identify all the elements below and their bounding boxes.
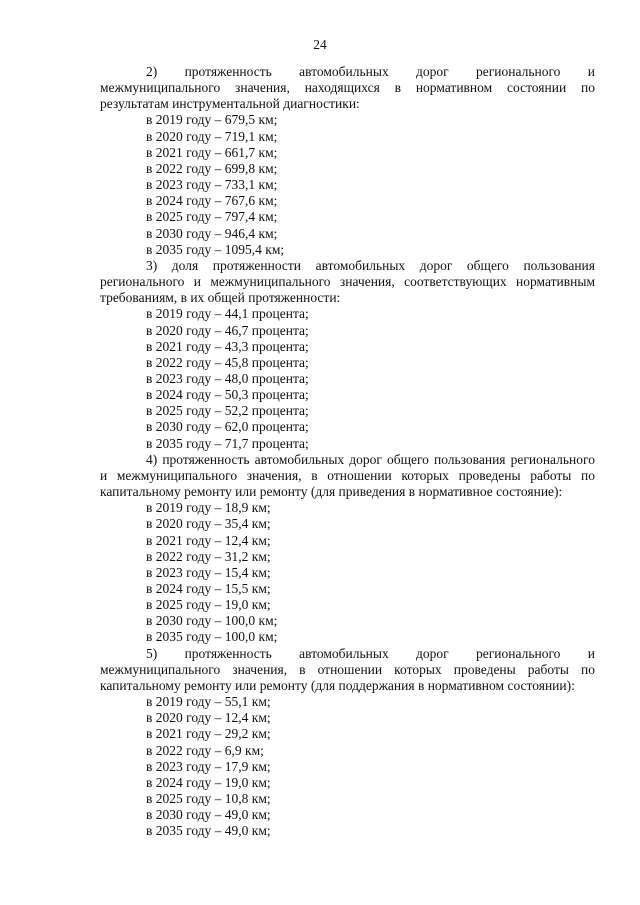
list-item: в 2035 году – 1095,4 км; bbox=[146, 241, 285, 257]
list-item: в 2019 году – 679,5 км; bbox=[146, 112, 278, 128]
section-4-list bbox=[100, 500, 595, 645]
page-number: 24 bbox=[313, 37, 327, 52]
list-item: в 2030 году – 49,0 км; bbox=[146, 807, 271, 823]
list-item: в 2022 году – 6,9 км; bbox=[146, 742, 264, 758]
list-item: в 2021 году – 29,2 км; bbox=[146, 726, 271, 742]
list-item: в 2020 году – 35,4 км; bbox=[146, 516, 271, 532]
list-item: в 2023 году – 733,1 км; bbox=[146, 177, 278, 193]
list-item: в 2025 году – 52,2 процента; bbox=[146, 403, 309, 419]
list-item: в 2021 году – 12,4 км; bbox=[146, 532, 271, 548]
list-item: в 2019 году – 18,9 км; bbox=[146, 500, 271, 516]
list-item: в 2022 году – 31,2 км; bbox=[146, 548, 271, 564]
list-item: в 2024 году – 50,3 процента; bbox=[146, 387, 309, 403]
list-item: в 2035 году – 100,0 км; bbox=[146, 629, 278, 645]
list-item: в 2020 году – 46,7 процента; bbox=[146, 322, 309, 338]
list-item: в 2023 году – 17,9 км; bbox=[146, 758, 271, 774]
section-2-list bbox=[100, 112, 595, 257]
section-3-heading: 3) доля протяженности автомобильных дорог общего пользования регионального и межмуниципального значения, соответствующих нормативным требованиям, в их общей протяженности: bbox=[100, 257, 595, 306]
list-item: в 2030 году – 100,0 км; bbox=[146, 613, 278, 629]
list-item: в 2024 году – 767,6 км; bbox=[146, 193, 278, 209]
list-item: в 2025 году – 10,8 км; bbox=[146, 791, 271, 807]
list-item: в 2019 году – 55,1 км; bbox=[146, 694, 271, 710]
list-item: в 2024 году – 15,5 км; bbox=[146, 581, 271, 596]
list-item: в 2025 году – 797,4 км; bbox=[146, 209, 278, 225]
section-5-list bbox=[100, 694, 595, 839]
list-item: в 2030 году – 62,0 процента; bbox=[146, 419, 309, 435]
list-item: в 2021 году – 43,3 процента; bbox=[146, 338, 309, 354]
list-item: в 2035 году – 49,0 км; bbox=[146, 823, 271, 839]
list-item: в 2023 году – 15,4 км; bbox=[146, 564, 271, 580]
list-item: в 2021 году – 661,7 км; bbox=[146, 144, 278, 160]
list-item: в 2020 году – 719,1 км; bbox=[146, 128, 278, 144]
list-item: в 2019 году – 44,1 процента; bbox=[146, 306, 309, 322]
list-item: в 2020 году – 12,4 км; bbox=[146, 710, 271, 726]
section-4-heading: 4) протяженность автомобильных дорог общего пользования регионального и межмуниципального значения, в отношении которых проведены работы по капитальному ремонту или ремонту (для приведения в нормативное состояние): bbox=[100, 451, 595, 500]
document-body bbox=[100, 64, 595, 840]
section-5-heading: 5) протяженность автомобильных дорог регионального и межмуниципального значения, в отношении которых проведены работы по капитальному ремонту или ремонту (для поддержания в нормативном состоянии): bbox=[100, 645, 595, 693]
list-item: в 2030 году – 946,4 км; bbox=[146, 225, 278, 241]
list-item: в 2022 году – 699,8 км; bbox=[146, 160, 278, 176]
section-3-list bbox=[100, 306, 595, 451]
list-item: в 2022 году – 45,8 процента; bbox=[146, 354, 309, 370]
list-item: в 2025 году – 19,0 км; bbox=[146, 597, 271, 613]
section-2-heading: 2) протяженность автомобильных дорог регионального и межмуниципального значения, находящихся в нормативном состоянии по результатам инструментальной диагностики: bbox=[100, 64, 595, 112]
list-item: в 2023 году – 48,0 процента; bbox=[146, 370, 309, 386]
list-item: в 2024 году – 19,0 км; bbox=[146, 774, 271, 790]
list-item: в 2035 году – 71,7 процента; bbox=[146, 435, 309, 451]
